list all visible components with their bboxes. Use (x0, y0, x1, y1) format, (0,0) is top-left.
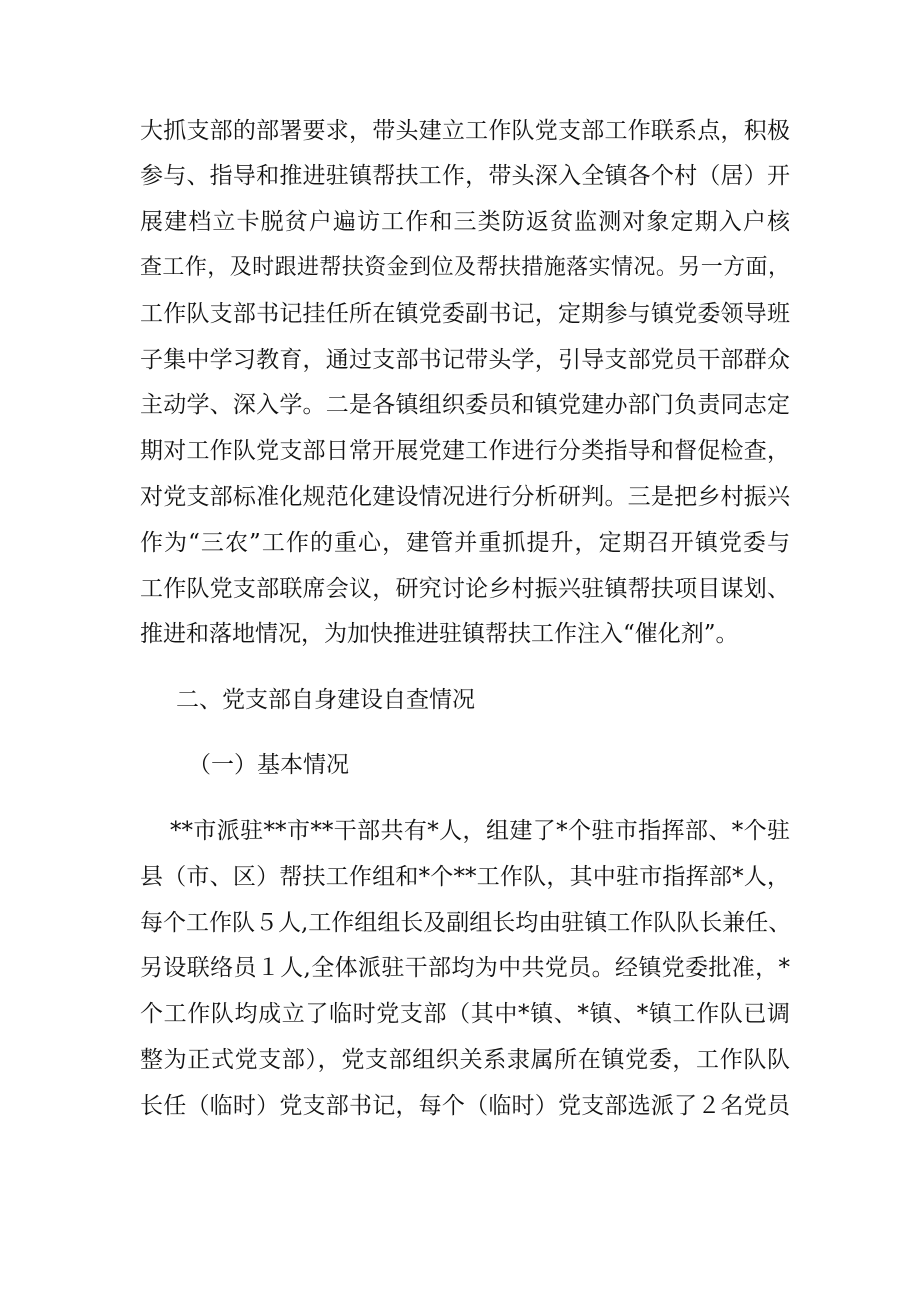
paragraph-2-line-4: 另设联络员１人,全体派驻干部均为中共党员。经镇党委批准，* (140, 955, 790, 981)
paragraph-1-line-1: 大抓支部的部署要求，带头建立工作队党支部工作联系点，积极 (140, 118, 790, 144)
paragraph-1-line-9: 对党支部标准化规范化建设情况进行分析研判。三是把乡村振兴 (140, 484, 790, 510)
paragraph-1-line-6: 子集中学习教育，通过支部书记带头学，引导支部党员干部群众 (140, 347, 790, 373)
section-heading: 二、党支部自身建设自查情况 (176, 687, 475, 713)
paragraph-1-line-4: 查工作，及时跟进帮扶资金到位及帮扶措施落实情况。另一方面， (140, 255, 790, 280)
paragraph-1-line-5: 工作队支部书记挂任所在镇党委副书记，定期参与镇党委领导班 (140, 301, 790, 327)
paragraph-2-line-5: 个工作队均成立了临时党支部（其中*镇、*镇、*镇工作队已调 (140, 1001, 790, 1027)
paragraph-2-line-1: **市派驻**市**干部共有*人，组建了*个驻市指挥部、*个驻 (170, 818, 790, 844)
paragraph-1-line-3: 展建档立卡脱贫户遍访工作和三类防返贫监测对象定期入户核 (140, 209, 790, 235)
paragraph-1-line-11: 工作队党支部联席会议，研究讨论乡村振兴驻镇帮扶项目谋划、 (140, 576, 790, 602)
paragraph-1-line-10: 作为“三农”工作的重心，建管并重抓提升，定期召开镇党委与 (140, 530, 790, 556)
paragraph-2-line-6: 整为正式党支部），党支部组织关系隶属所在镇党委，工作队队 (140, 1047, 790, 1073)
paragraph-2-line-3: 每个工作队５人,工作组组长及副组长均由驻镇工作队队长兼任、 (140, 910, 792, 936)
paragraph-1-line-12: 推进和落地情况，为加快推进驻镇帮扶工作注入“催化剂”。 (140, 621, 739, 647)
paragraph-1-line-2: 参与、指导和推进驻镇帮扶工作，带头深入全镇各个村（居）开 (140, 163, 790, 189)
paragraph-1-line-8: 期对工作队党支部日常开展党建工作进行分类指导和督促检查， (140, 438, 790, 464)
paragraph-1-line-7: 主动学、深入学。二是各镇组织委员和镇党建办部门负责同志定 (140, 392, 790, 418)
paragraph-2-line-2: 县（市、区）帮扶工作组和*个**工作队，其中驻市指挥部*人， (140, 864, 790, 890)
subsection-heading: （一）基本情况 (188, 752, 349, 778)
paragraph-2-line-7: 长任（临时）党支部书记，每个（临时）党支部选派了２名党员 (140, 1093, 790, 1119)
